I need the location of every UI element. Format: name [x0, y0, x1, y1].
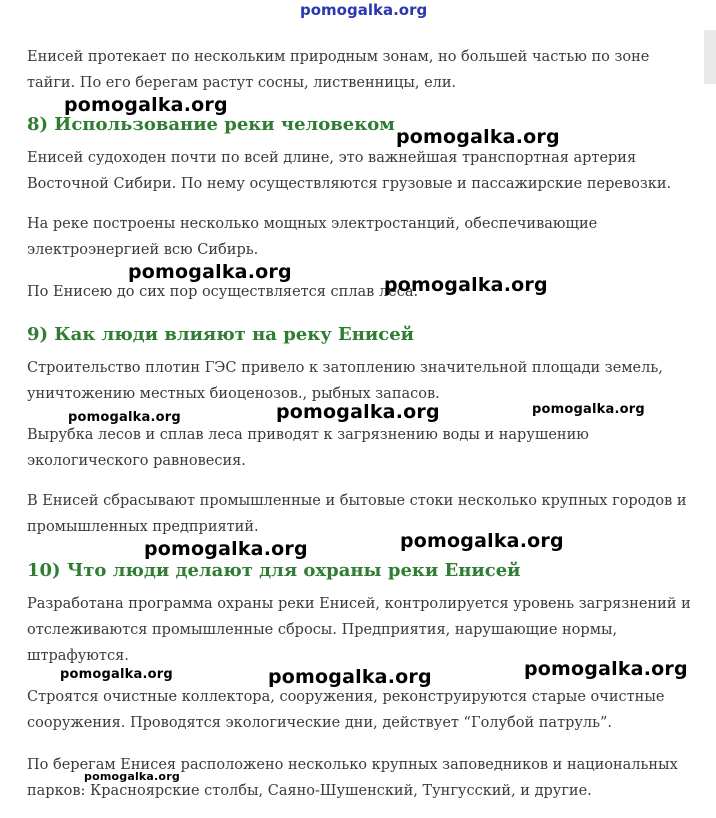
watermark: pomogalka.org: [60, 667, 173, 682]
watermark: pomogalka.org: [128, 261, 292, 283]
paragraph-sewage: В Енисей сбрасывают промышленные и бытовые стоки несколько крупных городов и промышленных предприятий.: [27, 493, 687, 535]
watermark: pomogalka.org: [84, 770, 180, 783]
watermark: pomogalka.org: [64, 94, 228, 116]
paragraph-taiga: Енисей протекает по нескольким природным зонам, но большей частью по зоне тайги. По его берегам растут сосны, лиственницы, ели.: [27, 49, 650, 91]
paragraph-timber-rafting: По Енисею до сих пор осуществляется сплав леса.: [27, 284, 419, 300]
paragraph-treatment-facilities: Строятся очистные коллектора, сооружения, реконструируются старые очистные сооружения. Проводятся экологические дни, действует “Голубой патруль”.: [27, 689, 665, 731]
paragraph-power-stations: На реке построены несколько мощных электростанций, обеспечивающие электроэнергией всю Сибирь.: [27, 216, 598, 258]
watermark: pomogalka.org: [396, 126, 560, 148]
watermark-top: pomogalka.org: [300, 1, 428, 19]
heading-protection: 10) Что люди делают для охраны реки Енисей: [27, 560, 521, 581]
watermark: pomogalka.org: [524, 658, 688, 680]
watermark: pomogalka.org: [68, 410, 181, 425]
heading-impact: 9) Как люди влияют на реку Енисей: [27, 324, 415, 345]
paragraph-deforestation: Вырубка лесов и сплав леса приводят к загрязнению воды и нарушению экологического равновесия.: [27, 427, 589, 469]
paragraph-protection-program: Разработана программа охраны реки Енисей, контролируется уровень загрязнений и отслеживаются промышленные сбросы. Предприятия, нарушающие нормы, штрафуются.: [27, 596, 691, 664]
scrollbar[interactable]: [704, 30, 716, 84]
heading-usage: 8) Использование реки человеком: [27, 114, 395, 135]
watermark: pomogalka.org: [400, 530, 564, 552]
watermark: pomogalka.org: [144, 538, 308, 560]
watermark: pomogalka.org: [384, 274, 548, 296]
watermark: pomogalka.org: [268, 666, 432, 688]
watermark: pomogalka.org: [276, 401, 440, 423]
paragraph-reserves: По берегам Енисея расположено несколько крупных заповедников и национальных парков: Красноярские столбы, Саяно-Шушенский, Тунгусский, и другие.: [27, 757, 678, 799]
paragraph-dams: Строительство плотин ГЭС привело к затоплению значительной площади земель, уничтожению местных биоценозов., рыбных запасов.: [27, 360, 663, 402]
paragraph-navigation: Енисей судоходен почти по всей длине, это важнейшая транспортная артерия Восточной Сибири. По нему осуществляются грузовые и пассажирские перевозки.: [27, 150, 672, 192]
watermark: pomogalka.org: [532, 402, 645, 417]
